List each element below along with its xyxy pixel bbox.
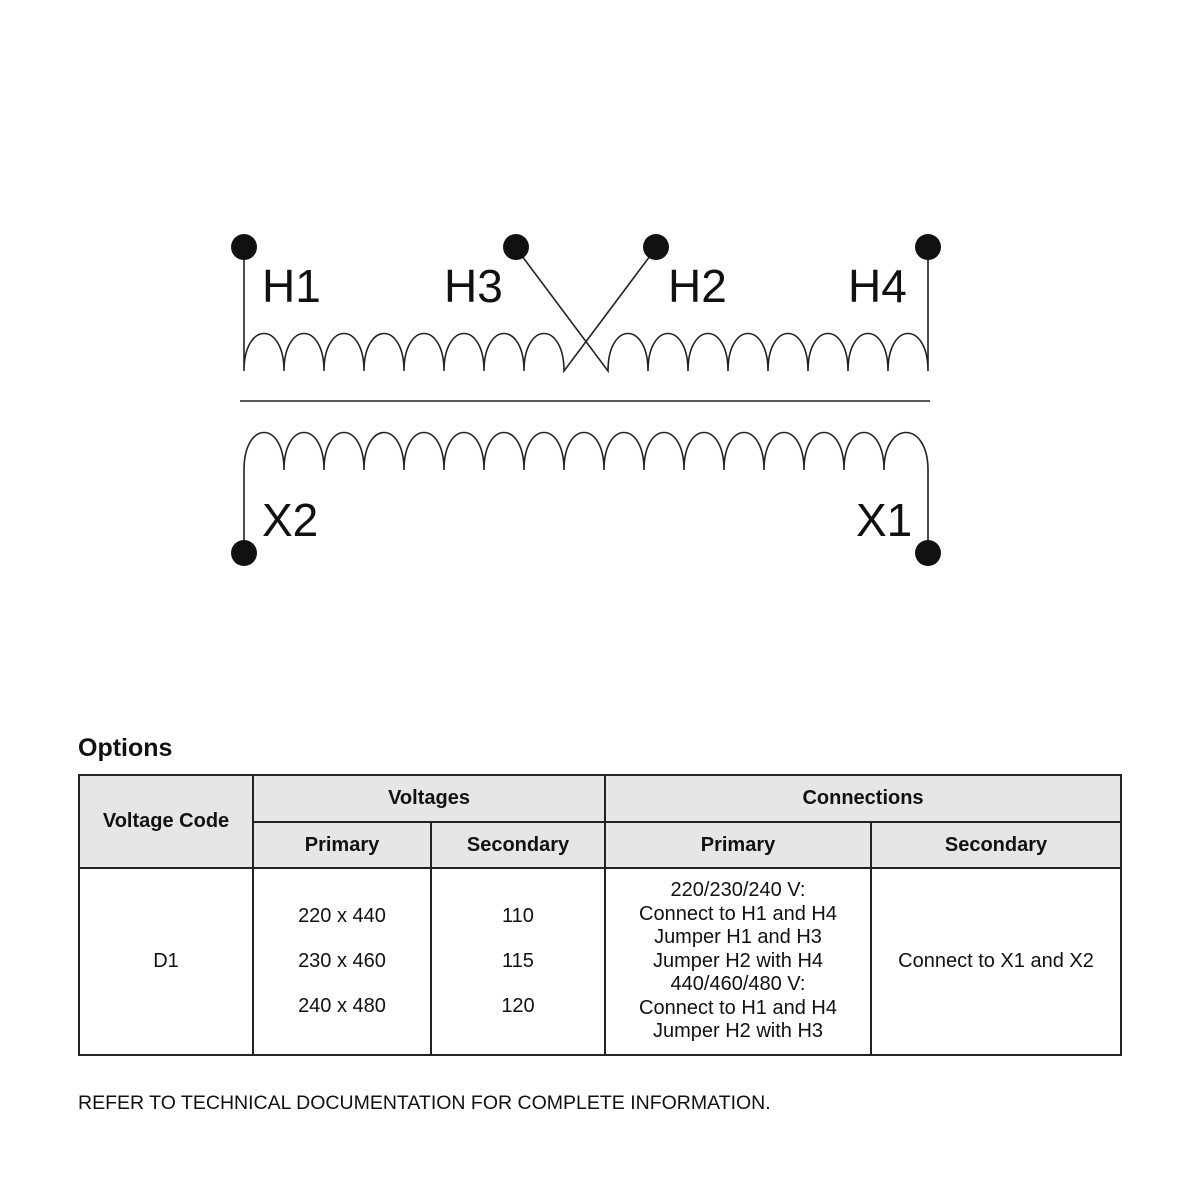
terminal-h4-dot	[915, 234, 941, 260]
terminal-x1-dot	[915, 540, 941, 566]
header-voltages: Voltages	[253, 775, 605, 822]
terminal-h3-dot	[503, 234, 529, 260]
terminal-h1-label: H1	[262, 260, 321, 312]
connection-line: 440/460/480 V:	[670, 973, 806, 996]
terminal-h2-label: H2	[668, 260, 727, 312]
primary-voltage: 220 x 440	[298, 905, 386, 927]
primary-voltage: 240 x 480	[298, 995, 386, 1017]
terminal-x2-label: X2	[262, 494, 319, 546]
connection-line: 220/230/240 V:	[670, 879, 806, 902]
header-voltages-primary: Primary	[253, 822, 431, 868]
options-table	[78, 774, 1122, 1056]
connection-line: Connect to H1 and H4	[639, 902, 837, 925]
secondary-voltage: 110	[502, 905, 534, 927]
table-row	[79, 868, 1121, 1055]
terminal-h3-label: H3	[444, 260, 503, 312]
header-connections-primary: Primary	[605, 822, 871, 868]
header-row-group	[79, 775, 1121, 822]
cell-primary-connections	[605, 868, 871, 1055]
terminal-h4-label: H4	[848, 260, 907, 312]
connection-line: Jumper H2 with H4	[652, 949, 824, 972]
terminal-x1-label: X1	[856, 494, 913, 546]
cell-secondary-connection: Connect to X1 and X2	[871, 868, 1121, 1055]
cell-secondary-voltages	[431, 868, 605, 1055]
connection-line: Jumper H1 and H3	[654, 926, 822, 949]
header-voltage-code: Voltage Code	[79, 775, 253, 868]
secondary-voltage: 115	[502, 950, 534, 972]
header-connections-secondary: Secondary	[871, 822, 1121, 868]
header-connections: Connections	[605, 775, 1121, 822]
terminal-h1-dot	[231, 234, 257, 260]
options-title: Options	[78, 734, 173, 762]
cell-primary-voltages	[253, 868, 431, 1055]
terminal-x2-dot	[231, 540, 257, 566]
secondary-winding	[244, 433, 928, 555]
primary-voltage: 230 x 460	[298, 950, 386, 972]
secondary-voltage: 120	[501, 995, 535, 1017]
header-voltages-secondary: Secondary	[431, 822, 605, 868]
connection-line: Jumper H2 with H3	[652, 1020, 824, 1043]
terminal-h2-dot	[643, 234, 669, 260]
connection-line: Connect to H1 and H4	[639, 996, 837, 1019]
footer-note: REFER TO TECHNICAL DOCUMENTATION FOR COMPLETE INFORMATION.	[78, 1092, 771, 1114]
cell-voltage-code: D1	[79, 868, 253, 1055]
